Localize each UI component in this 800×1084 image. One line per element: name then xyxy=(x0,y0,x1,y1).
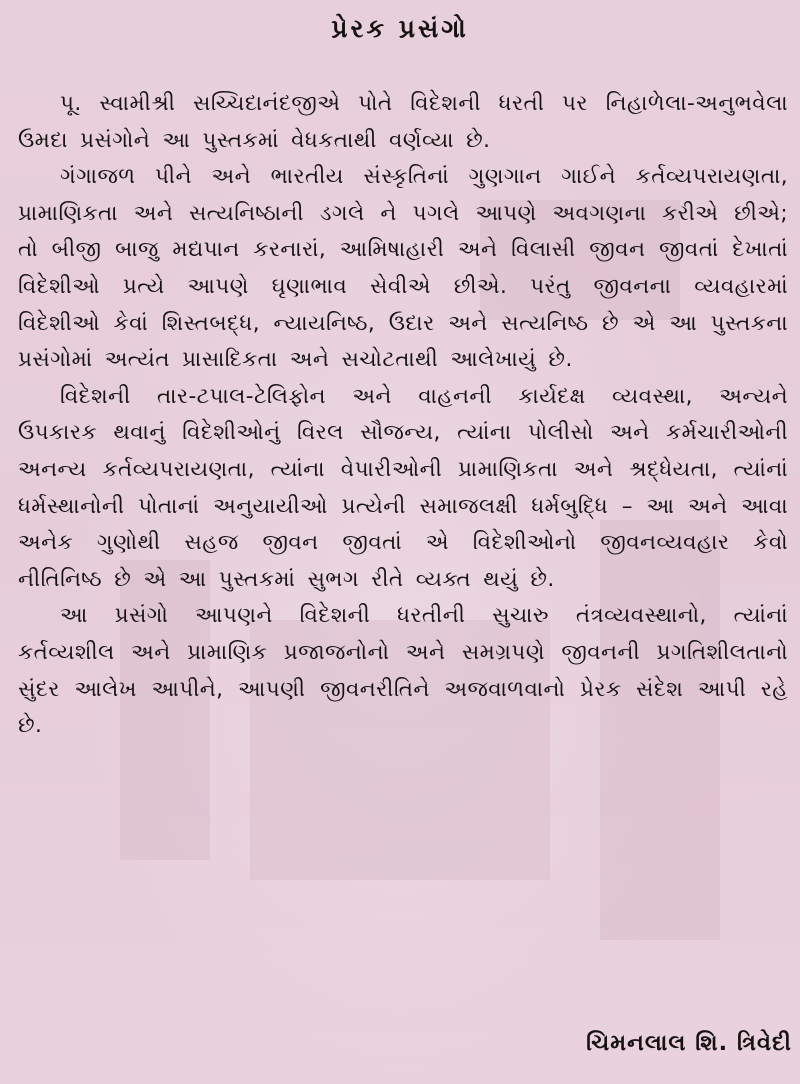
paragraph: આ પ્રસંગો આપણને વિદેશની ધરતીની સુચારુ તંત્રવ્યવસ્થાનો, ત્યાંનાં કર્તવ્યશીલ અને પ્રામાણિક પ્રજાજનોનો અને સમગ્રપણે જીવનની પ્રગતિશીલતાનો સુંદર આલેખ આપીને, આપણી જીવનરીતિને અજવાળવાનો પ્રેરક સંદેશ આપી રહે છે. xyxy=(18,603,788,739)
author-signature: ચિમનલાલ શિ. ત્રિવેદી xyxy=(586,1030,792,1056)
paragraph: પૂ. સ્વામીશ્રી સચ્ચિદાનંદજીએ પોતે વિદેશની ધરતી પર નિહાળેલા-અનુભવેલા ઉમદા પ્રસંગોને આ પુસ્તકમાં વેધકતાથી વર્ણવ્યા છે. xyxy=(18,91,788,153)
paragraph: વિદેશની તાર-ટપાલ-ટેલિફોન અને વાહનની કાર્યદક્ષ વ્યવસ્થા, અન્યને ઉપકારક થવાનું વિદેશીઓનું વિરલ સૌજન્ય, ત્યાંના પોલીસો અને કર્મચારીઓની અનન્ય કર્તવ્યપરાયણતા, ત્યાંના વેપારીઓની પ્રામાણિકતા અને શ્રદ્ધેયતા, ત્યાંનાં ધર્મસ્થાનોની પોતાનાં અનુયાયીઓ પ્રત્યેની સમાજલક્ષી ધર્મબુદ્ધિ – આ અને આવા અનેક ગુણોથી સહજ જીવન જીવતાં એ વિદેશીઓનો જીવનવ્યવહાર કેવો નીતિનિષ્ઠ છે એ આ પુસ્તકમાં સુભગ રીતે વ્યક્ત થયું છે. xyxy=(18,383,788,592)
paragraph: ગંગાજળ પીને અને ભારતીય સંસ્કૃતિનાં ગુણગાન ગાઈને કર્તવ્યપરાયણતા, પ્રામાણિકતા અને સત્યનિષ્ઠાની ડગલે ને પગલે આપણે અવગણના કરીએ છીએ; તો બીજી બાજુ મદ્યપાન કરનારાં, આમિષાહારી અને વિલાસી જીવન જીવતાં દેખાતાં વિદેશીઓ પ્રત્યે આપણે ઘૃણાભાવ સેવીએ છીએ. પરંતુ જીવનના વ્યવહારમાં વિદેશીઓ કેવાં શિસ્તબદ્ધ, ન્યાયનિષ્ઠ, ઉદાર અને સત્યનિષ્ઠ છે એ આ પુસ્તકના પ્રસંગોમાં અત્યંત પ્રાસાદિકતા અને સચોટતાથી આલેખાયું છે. xyxy=(18,164,788,373)
page-title: પ્રેરક પ્રસંગો xyxy=(331,14,469,43)
article-body xyxy=(18,86,788,745)
